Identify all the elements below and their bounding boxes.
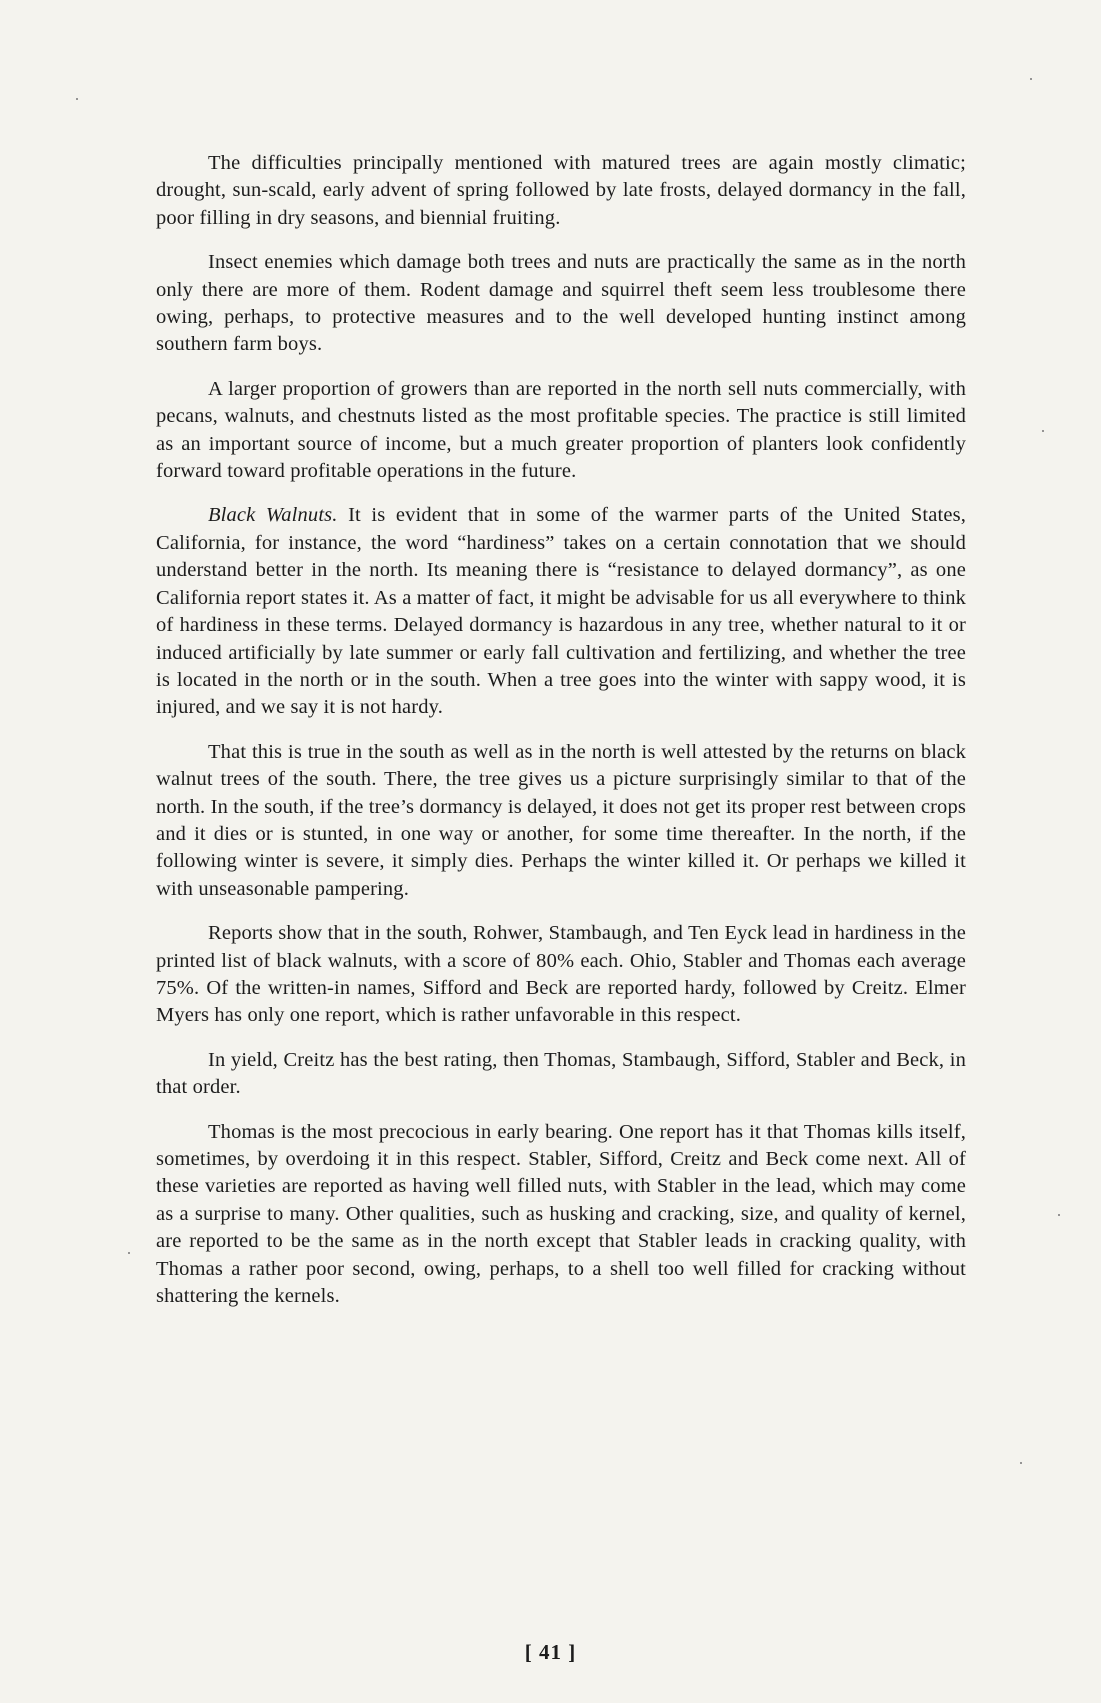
paragraph-text: It is evident that in some of the warmer parts of the United States, California, for instance, the word “hardiness” takes on a certain connotation that we should understand better in the north. Its meaning there is “resistance to delayed dormancy”, as one California report states it. As a matter of fact, it might be advisable for us all everywhere to think of hardiness in these terms. Delayed dormancy is hazardous in any tree, whether natural to it or induced artificially by late summer or early fall cultivation and fertilizing, and whether the tree is located in the north or in the south. When a tree goes into the winter with sappy wood, it is injured, and we say it is not hardy. [156, 504, 967, 719]
scan-speck [1042, 430, 1044, 432]
paragraph [156, 1047, 966, 1102]
paragraph [156, 1119, 966, 1311]
paragraph-text: That this is true in the south as well as in the north is well attested by the returns on black walnut trees of the south. There, the tree gives us a picture surprisingly similar to that of the north. In the south, if the tree’s dormancy is delayed, it does not get its proper rest between crops and it dies or is stunted, in one way or another, for some time thereafter. In the north, if the following winter is severe, it simply dies. Perhaps the winter killed it. Or perhaps we killed it with unseasonable pampering. [156, 740, 966, 900]
paragraph-text: The difficulties principally mentioned with matured trees are again mostly climatic; drought, sun-scald, early advent of spring followed by late frosts, delayed dormancy in the fall, poor filling in dry seasons, and biennial fruiting. [156, 152, 966, 229]
scan-speck [76, 98, 78, 100]
scan-speck [1030, 78, 1032, 80]
paragraph [156, 920, 966, 1030]
paragraph-text: A larger proportion of growers than are reported in the north sell nuts commercially, with pecans, walnuts, and chestnuts listed as the most profitable species. The practice is still limited as an important source of income, but a much greater proportion of planters look confidently forward toward profitable operations in the future. [156, 377, 966, 483]
paragraph [156, 739, 966, 903]
paragraph-text: Reports show that in the south, Rohwer, Stambaugh, and Ten Eyck lead in hardiness in the printed list of black walnuts, with a score of 80% each. Ohio, Stabler and Thomas each average 75%. Of the written-in names, Sifford and Beck are reported hardy, followed by Creitz. Elmer Myers has only one report, which is rather unfavorable in this respect. [156, 922, 966, 1027]
page-body [156, 150, 966, 1327]
paragraph [156, 249, 966, 359]
italic-text: Black Walnuts. [208, 504, 338, 527]
paragraph [156, 502, 966, 721]
page-number: [ 41 ] [524, 1640, 577, 1664]
scan-speck [128, 1252, 130, 1254]
paragraph-text: Insect enemies which damage both trees and nuts are practically the same as in the north only there are more of them. Rodent damage and squirrel theft seem less troublesome there owing, perhaps, to protective measures and to the well developed hunting instinct among southern farm boys. [156, 251, 966, 356]
scan-speck [1058, 1214, 1060, 1216]
paragraph [156, 376, 966, 486]
paragraph [156, 150, 966, 232]
scan-speck [1020, 1462, 1022, 1464]
paragraph-text: Thomas is the most precocious in early bearing. One report has it that Thomas kills itself, sometimes, by overdoing it in this respect. Stabler, Sifford, Creitz and Beck come next. All of these varieties are reported as having well filled nuts, with Stabler in the lead, which may come as a surprise to many. Other qualities, such as husking and cracking, size, and quality of kernel, are reported to be the same as in the north except that Stabler leads in cracking quality, with Thomas a rather poor second, owing, perhaps, to a shell too well filled for cracking without shattering the kernels. [156, 1120, 966, 1308]
paragraph-text: In yield, Creitz has the best rating, then Thomas, Stambaugh, Sifford, Stabler and Beck, in that order. [156, 1048, 966, 1099]
